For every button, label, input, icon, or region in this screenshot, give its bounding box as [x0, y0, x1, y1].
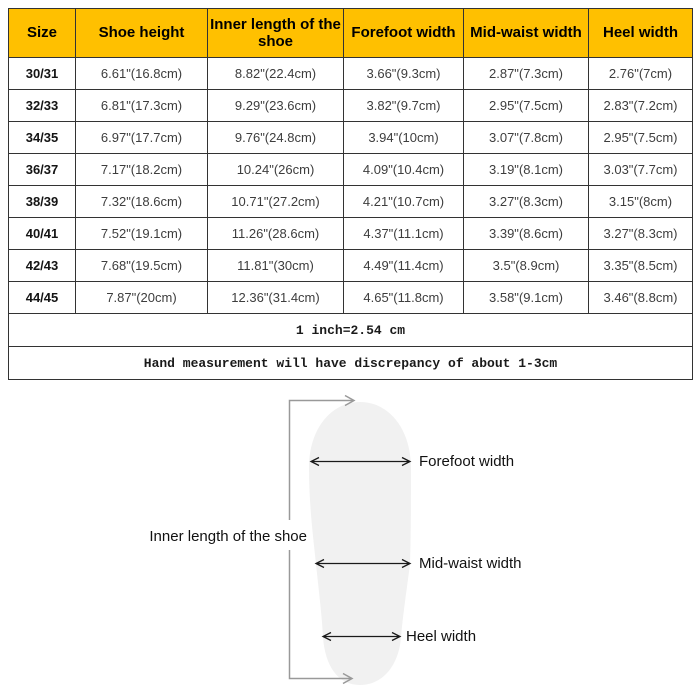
measurement-cell: 12.36"(31.4cm)	[208, 282, 344, 314]
measurement-cell: 9.76"(24.8cm)	[208, 122, 344, 154]
measurement-cell: 3.5"(8.9cm)	[464, 250, 589, 282]
measurement-cell: 2.76"(7cm)	[589, 58, 693, 90]
measurement-cell: 10.24"(26cm)	[208, 154, 344, 186]
measurement-cell: 3.94"(10cm)	[344, 122, 464, 154]
measurement-cell: 4.21"(10.7cm)	[344, 186, 464, 218]
size-cell: 34/35	[9, 122, 76, 154]
measurement-cell: 11.26"(28.6cm)	[208, 218, 344, 250]
measurement-cell: 6.97"(17.7cm)	[76, 122, 208, 154]
measurement-cell: 2.95"(7.5cm)	[589, 122, 693, 154]
measurement-cell: 3.27"(8.3cm)	[464, 186, 589, 218]
measurement-cell: 7.17"(18.2cm)	[76, 154, 208, 186]
note-inch-conversion: 1 inch=2.54 cm	[9, 314, 693, 347]
size-cell: 44/45	[9, 282, 76, 314]
column-header-mid-waist-width: Mid-waist width	[464, 9, 589, 58]
measurement-cell: 4.37"(11.1cm)	[344, 218, 464, 250]
size-cell: 32/33	[9, 90, 76, 122]
size-cell: 40/41	[9, 218, 76, 250]
table-row	[9, 154, 693, 186]
note-row	[9, 314, 693, 347]
inner-length-label: Inner length of the shoe	[149, 528, 307, 545]
measurement-cell: 4.09"(10.4cm)	[344, 154, 464, 186]
table-row	[9, 186, 693, 218]
measurement-cell: 4.65"(11.8cm)	[344, 282, 464, 314]
table-row	[9, 122, 693, 154]
measurement-cell: 3.82"(9.7cm)	[344, 90, 464, 122]
size-cell: 42/43	[9, 250, 76, 282]
measurement-cell: 3.58"(9.1cm)	[464, 282, 589, 314]
measurement-cell: 3.03"(7.7cm)	[589, 154, 693, 186]
note-measurement-discrepancy: Hand measurement will have discrepancy of about 1-3cm	[9, 347, 693, 380]
measurement-cell: 8.82"(22.4cm)	[208, 58, 344, 90]
size-cell: 30/31	[9, 58, 76, 90]
heel-width-label: Heel width	[406, 628, 477, 645]
insole-diagram-graphic	[0, 390, 700, 700]
measurement-cell: 2.83"(7.2cm)	[589, 90, 693, 122]
column-header-forefoot-width: Forefoot width	[344, 9, 464, 58]
table-row	[9, 90, 693, 122]
measurement-cell: 11.81"(30cm)	[208, 250, 344, 282]
column-header-inner-length: Inner length of the shoe	[208, 9, 344, 58]
column-header-shoe-height: Shoe height	[76, 9, 208, 58]
insole-shape	[309, 402, 411, 685]
measurement-cell: 3.39"(8.6cm)	[464, 218, 589, 250]
measurement-cell: 3.19"(8.1cm)	[464, 154, 589, 186]
measurement-cell: 2.95"(7.5cm)	[464, 90, 589, 122]
measurement-cell: 7.87"(20cm)	[76, 282, 208, 314]
measurement-cell: 10.71"(27.2cm)	[208, 186, 344, 218]
measurement-cell: 3.27"(8.3cm)	[589, 218, 693, 250]
midwaist-width-label: Mid-waist width	[419, 555, 522, 572]
measurement-cell: 6.81"(17.3cm)	[76, 90, 208, 122]
column-header-heel-width: Heel width	[589, 9, 693, 58]
measurement-cell: 3.15"(8cm)	[589, 186, 693, 218]
size-table	[8, 8, 693, 380]
size-cell: 38/39	[9, 186, 76, 218]
measurement-cell: 7.68"(19.5cm)	[76, 250, 208, 282]
measurement-cell: 3.66"(9.3cm)	[344, 58, 464, 90]
measurement-cell: 4.49"(11.4cm)	[344, 250, 464, 282]
table-row	[9, 250, 693, 282]
table-row	[9, 282, 693, 314]
note-row	[9, 347, 693, 380]
measurement-cell: 9.29"(23.6cm)	[208, 90, 344, 122]
table-row	[9, 218, 693, 250]
header-row	[9, 9, 693, 58]
column-header-size: Size	[9, 9, 76, 58]
measurement-cell: 3.07"(7.8cm)	[464, 122, 589, 154]
insole-diagram	[0, 390, 700, 700]
measurement-cell: 3.35"(8.5cm)	[589, 250, 693, 282]
measurement-cell: 7.52"(19.1cm)	[76, 218, 208, 250]
measurement-cell: 7.32"(18.6cm)	[76, 186, 208, 218]
forefoot-width-label: Forefoot width	[419, 453, 515, 470]
size-cell: 36/37	[9, 154, 76, 186]
measurement-cell: 3.46"(8.8cm)	[589, 282, 693, 314]
measurement-cell: 2.87"(7.3cm)	[464, 58, 589, 90]
table-row	[9, 58, 693, 90]
measurement-cell: 6.61"(16.8cm)	[76, 58, 208, 90]
